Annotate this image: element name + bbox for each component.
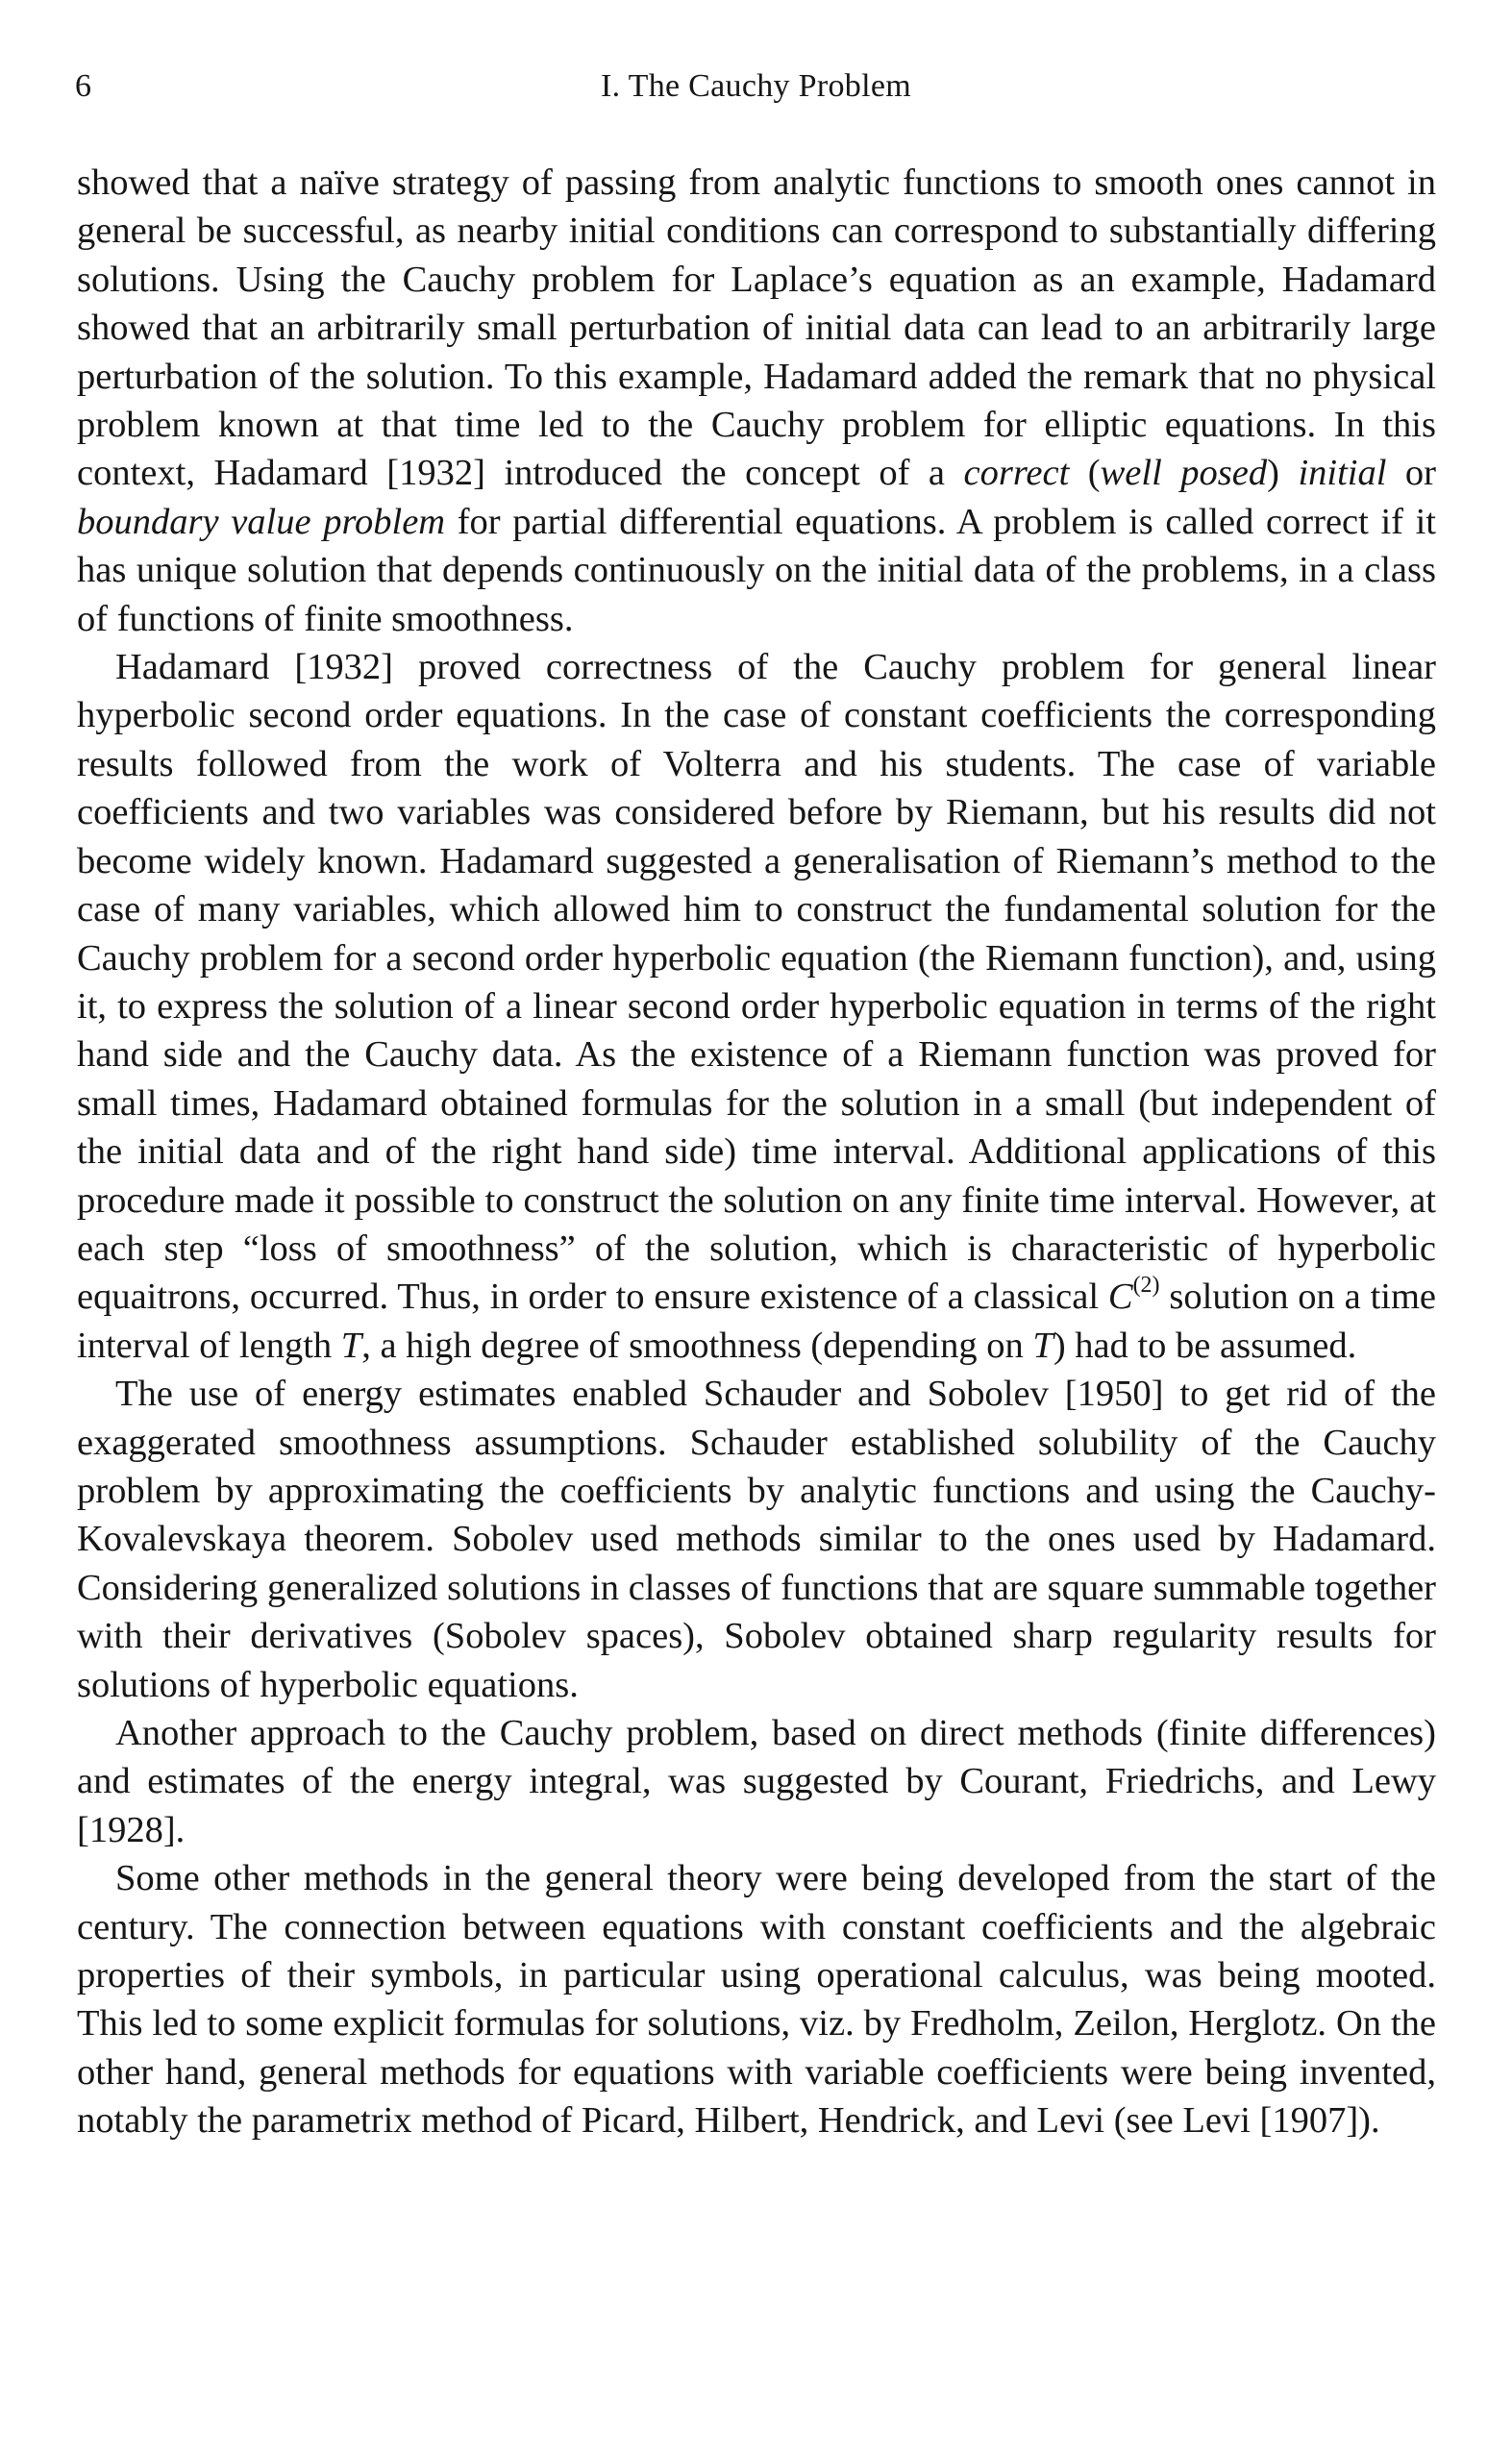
paragraph-1-text-a: showed that a naïve strategy of passing from analytic functions to smooth ones cannot in general be successful, as nearby initial conditions can correspond to substantially differing solutions. Using the Cauchy problem for Laplace’s equation as an example, Hadamard showed that an arbitrarily small perturbation of initial data can lead to an arbitrarily large perturbation of the solution. To this example, Hadamard added the remark that no physical problem known at that time led to the Cauchy problem for elliptic equations. In this context, Hadamard [1932] introduced the concept of a — [77, 162, 1436, 494]
paragraph-1-text-d: or — [1386, 453, 1436, 494]
math-c-superscript: (2) — [1132, 1272, 1160, 1298]
page-number: 6 — [75, 68, 91, 104]
term-well-posed: well posed — [1100, 453, 1268, 494]
paragraph-2-text-a: Hadamard [1932] proved correctness of the Cauchy problem for general linear hyperbolic second order equations. In the case of constant coefficients the corresponding results followed from the work of Volterra and his students. The case of variable coefficients and two variables was considered before by Riemann, but his results did not become widely known. Hadamard suggested a generalisation of Riemann’s method to the case of many variables, which allowed him to construct the fundamental solution for the Cauchy problem for a second order hyperbolic equation (the Riemann function), and, using it, to express the solution of a linear second order hyperbolic equation in terms of the right hand side and the Cauchy data. As the existence of a Riemann function was proved for small times, Hadamard obtained formulas for the solution in a small (but independent of the initial data and of the right hand side) time interval. Additional applications of this procedure made it possible to construct the solution on any finite time interval. However, at each step “loss of smoothness” of the solution, which is characteristic of hyperbolic equaitrons, occurred. Thus, in order to ensure existence of a classical — [77, 647, 1436, 1318]
paragraph-2 — [77, 643, 1436, 1370]
body-text — [77, 159, 1436, 2145]
math-t-2: T — [1032, 1325, 1053, 1366]
paragraph-2-text-c: , a high degree of smoothness (depending on — [361, 1325, 1033, 1366]
term-initial: initial — [1298, 453, 1387, 494]
math-t: T — [340, 1325, 362, 1366]
paragraph-1-text-b: ( — [1069, 453, 1101, 494]
paragraph-3: The use of energy estimates enabled Schauder and Sobolev [1950] to get rid of the exaggerated smoothness assumptions. Schauder established solubility of the Cauchy problem by approximating the coefficients by analytic functions and using the Cauchy-Kovalevskaya theorem. Sobolev used methods similar to the ones used by Hadamard. Considering generalized solutions in classes of functions that are square summable together with their derivatives (Sobolev spaces), Sobolev obtained sharp regularity results for solutions of hyperbolic equations. — [77, 1374, 1436, 1705]
paragraph-4: Another approach to the Cauchy problem, based on direct methods (finite differences) and estimates of the energy integral, was suggested by Courant, Friedrichs, and Lewy [1928]. — [77, 1713, 1436, 1850]
math-c: C — [1107, 1277, 1133, 1318]
page-header — [75, 65, 1437, 108]
paragraph-1 — [77, 159, 1436, 643]
term-boundary-value-problem: boundary value problem — [77, 501, 446, 542]
running-title: I. The Cauchy Problem — [601, 68, 911, 104]
paragraph-1-text-c: ) — [1267, 453, 1299, 494]
paragraph-1-text-e: for partial differential equations. A problem is called correct if it has unique solution that depends continuously on the initial data of the problems, in a class of functions of finite smoothness. — [77, 501, 1436, 639]
term-correct: correct — [963, 453, 1070, 494]
paragraph-5: Some other methods in the general theory were being developed from the start of the century. The connection between equations with constant coefficients and the algebraic properties of their symbols, in particular using operational calculus, was being mooted. This led to some explicit formulas for solutions, viz. by Fredholm, Zeilon, Herglotz. On the other hand, general methods for equations with variable coefficients were being invented, notably the parametrix method of Picard, Hilbert, Hendrick, and Levi (see Levi [1907]). — [77, 1858, 1436, 2142]
paragraph-2-text-b: solution on a time interval of length — [77, 1277, 1437, 1366]
paragraph-2-text-d: ) had to be assumed. — [1053, 1325, 1357, 1366]
